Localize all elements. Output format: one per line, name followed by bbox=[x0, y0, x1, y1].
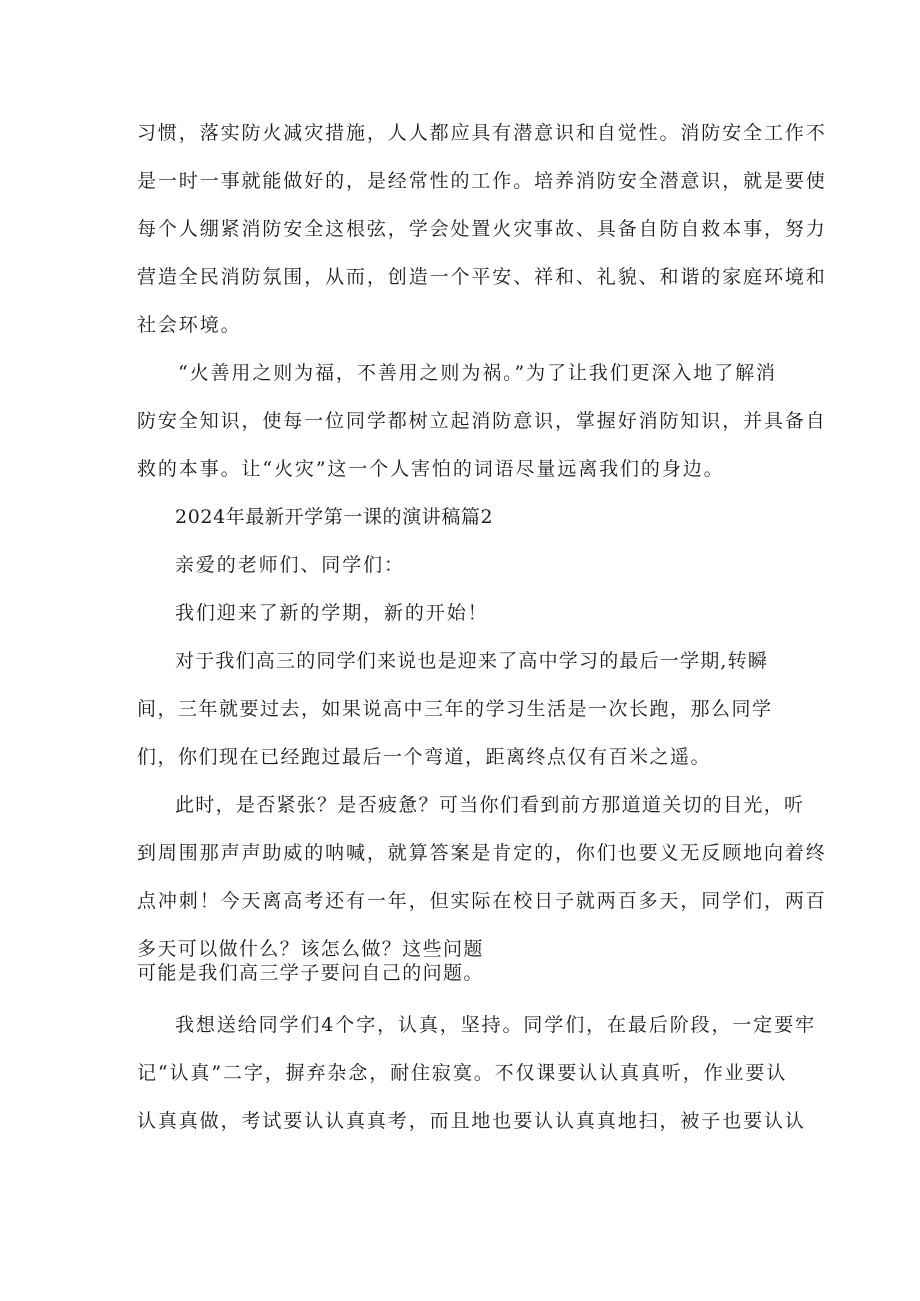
paragraph-line: 救的本事。让“火灾”这一个人害怕的词语尽量远离我们的身边。 bbox=[137, 458, 725, 480]
paragraph-line: 我们迎来了新的学期，新的开始！ bbox=[175, 602, 489, 624]
paragraph-line: 们，你们现在已经跑过最后一个弯道，距离终点仅有百米之遥。 bbox=[137, 746, 712, 768]
section-title: 2024年最新开学第一课的演讲稿篇2 bbox=[175, 506, 494, 528]
paragraph-line: 此时，是否紧张？是否疲惫？可当你们看到前方那道道关切的目光，听 bbox=[175, 794, 805, 816]
paragraph-line: 每个人绷紧消防安全这根弦，学会处置火灾事故、具备自防自救本事，努力 bbox=[137, 218, 827, 240]
paragraph-line: 记“认真”二字，摒弃杂念，耐住寂寞。不仅课要认认真真听，作业要认 bbox=[137, 1062, 788, 1084]
paragraph-line: 可能是我们高三学子要问自己的问题。 bbox=[137, 962, 484, 984]
paragraph-line: 认真真做，考试要认认真真考，而且地也要认认真真地扫，被子也要认认 bbox=[137, 1110, 806, 1132]
paragraph-line: 是一时一事就能做好的，是经常性的工作。培养消防安全潜意识，就是要使 bbox=[137, 170, 827, 192]
paragraph-line: “火善用之则为福，不善用之则为祸。”为了让我们更深入地了解消 bbox=[178, 362, 777, 384]
paragraph-line: 营造全民消防氛围，从而，创造一个平安、祥和、礼貌、和谐的家庭环境和 bbox=[137, 266, 827, 288]
paragraph-line: 间，三年就要过去，如果说高中三年的学习生活是一次长跑，那么同学 bbox=[137, 698, 773, 720]
salutation: 亲爱的老师们、同学们： bbox=[175, 554, 405, 576]
paragraph-line: 对于我们高三的同学们来说也是迎来了高中学习的最后一学期,转瞬 bbox=[175, 650, 769, 672]
paragraph-line: 多天可以做什么？该怎么做？这些问题 bbox=[137, 938, 484, 960]
paragraph-line: 到周围那声声助威的呐喊，就算答案是肯定的，你们也要义无反顾地向着终 bbox=[137, 842, 827, 864]
paragraph-line: 社会环境。 bbox=[137, 314, 242, 336]
paragraph-line: 防安全知识，使每一位同学都树立起消防意识，掌握好消防知识，并具备自 bbox=[137, 410, 827, 432]
paragraph-line: 点冲刺！今天离高考还有一年，但实际在校日子就两百多天，同学们，两百 bbox=[137, 890, 827, 912]
paragraph-line: 我想送给同学们4个字，认真，坚持。同学们，在最后阶段，一定要牢 bbox=[175, 1014, 816, 1036]
paragraph-line: 习惯，落实防火减灾措施，人人都应具有潜意识和自觉性。消防安全工作不 bbox=[137, 122, 827, 144]
